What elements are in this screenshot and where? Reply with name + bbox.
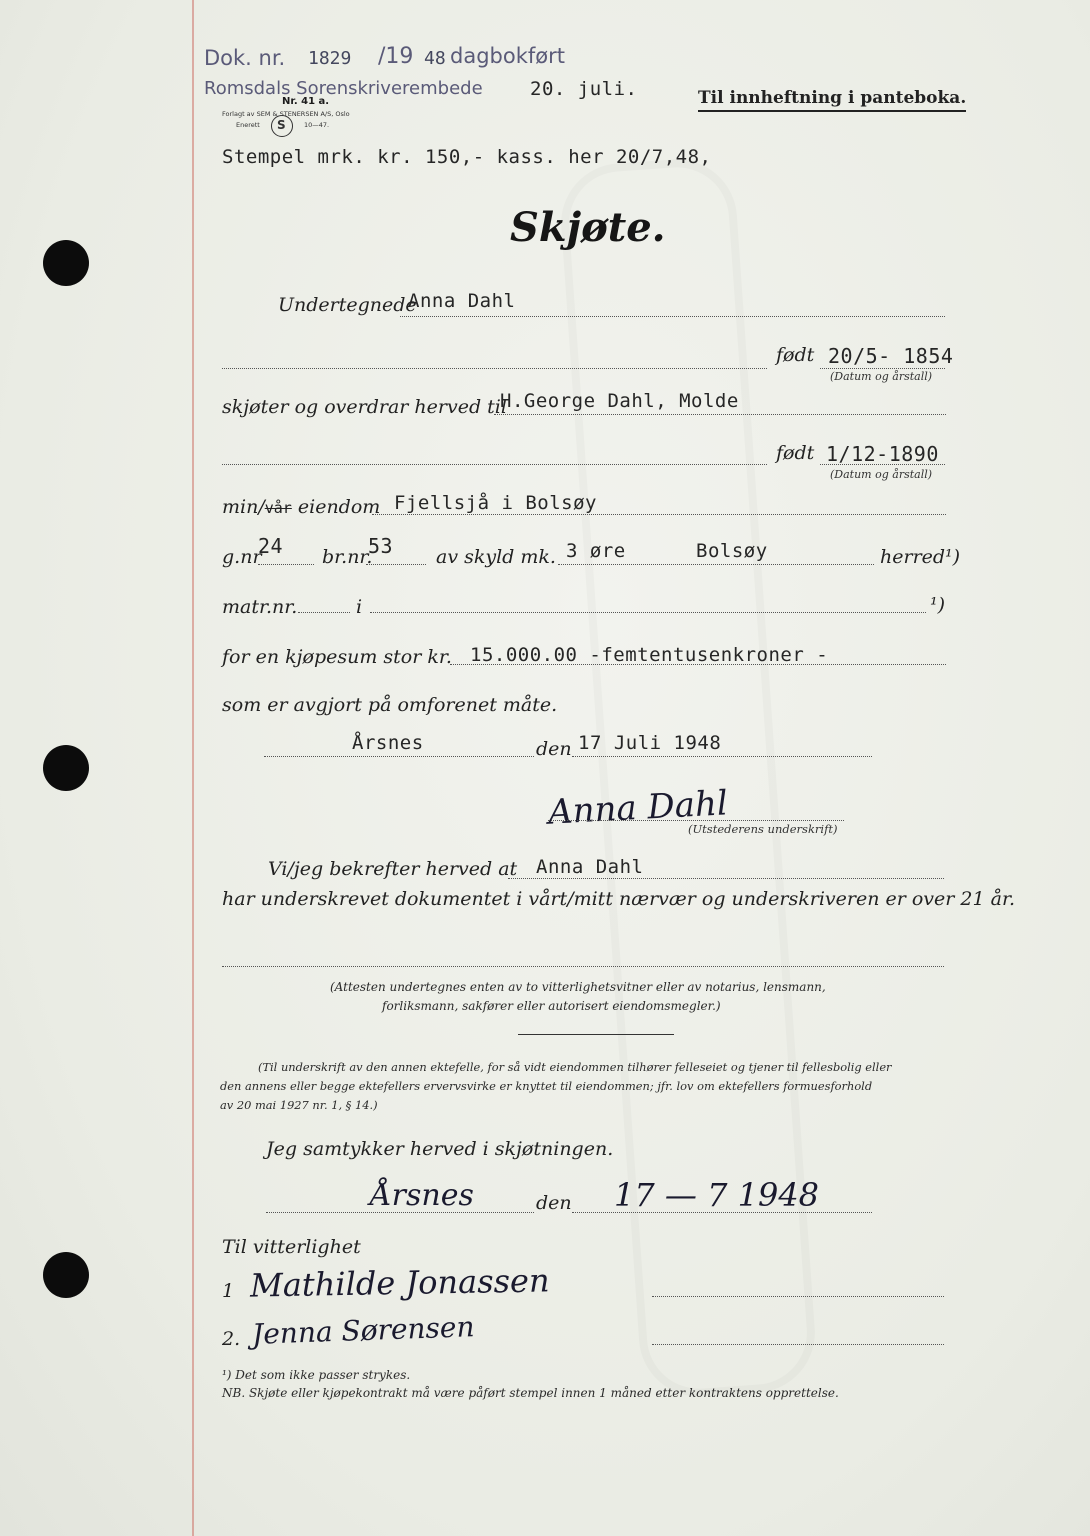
seller-born-caption: (Datum og årstall) [830, 370, 933, 383]
consent-place: Årsnes [370, 1178, 474, 1213]
eiendom-label [222, 496, 380, 518]
office-stamp: Romsdals Sorenskriverembede [204, 78, 483, 99]
witness-number-2: 2. [222, 1328, 241, 1350]
consent-text: Jeg samtykker herved i skjøtningen. [266, 1138, 614, 1160]
skjoter-label: skjøter og overdrar herved til [222, 396, 507, 418]
attest-signature-line [222, 966, 944, 967]
seller-born: 20/5- 1854 [828, 344, 954, 368]
sign-den-label: den [536, 738, 572, 760]
matr-line [298, 612, 350, 613]
margin-line [192, 0, 194, 1536]
spouse-note-line3: av 20 mai 1927 nr. 1, § 14.) [220, 1098, 378, 1112]
brnr-line [366, 564, 426, 565]
buyer-blank-line [222, 464, 767, 465]
gnr-label: g.nr [222, 546, 262, 568]
attest-note-2: forliksmann, sakfører eller autorisert eiendomsmegler.) [382, 999, 721, 1013]
publisher-logo-icon: S [271, 115, 293, 137]
til-panteboka: Til innheftning i panteboka. [698, 88, 966, 112]
consent-date: 17 — 7 1948 [614, 1176, 820, 1214]
witness1-line [652, 1296, 944, 1297]
witness2-line [652, 1344, 944, 1345]
buyer-name: H.George Dahl, Molde [500, 390, 739, 412]
witness1-signature: Mathilde Jonassen [249, 1261, 550, 1305]
undertegnede-line [400, 316, 945, 317]
sign-date: 17 Juli 1948 [578, 732, 722, 754]
publisher: Forlagt av SEM & STENERSEN A/S, Oslo [222, 110, 350, 118]
consent-date-line [572, 1212, 872, 1213]
buyer-fodt-label: født [776, 442, 815, 464]
year-suffix: 48 [424, 48, 446, 69]
attest-note: (Attesten undertegnes enten av to vitterlighetsvitner eller av notarius, lensmann, [330, 980, 826, 994]
seller-blank-line [222, 368, 767, 369]
witness2-signature: Jenna Sørensen [251, 1310, 475, 1351]
buyer-born-caption: (Datum og årstall) [830, 468, 933, 481]
seller-fodt-label: født [776, 344, 815, 366]
matr-i-line [370, 612, 926, 613]
seller-signature-line [548, 820, 844, 821]
year-prefix: /19 [378, 44, 414, 69]
property-name: Fjellsjå i Bolsøy [394, 492, 597, 514]
edition: 10—47. [304, 121, 330, 129]
spouse-note-line1: (Til underskrift av den annen ektefelle, for så vidt eiendommen tilhører felleseiet og tjener til fellesbolig eller [258, 1060, 892, 1074]
attest-text: har underskrevet dokumentet i vårt/mitt nærvær og underskriveren er over 21 år. [222, 888, 1015, 910]
spouse-note-line2: den annens eller begge ektefellers ervervsvirke er knyttet til eiendommen; jfr. lov om ektefellers formuesforhold [220, 1079, 873, 1093]
consent-den-label: den [536, 1192, 572, 1214]
matr-i: i [356, 596, 363, 618]
doc-number: 1829 [308, 48, 352, 69]
kjopesum-label: for en kjøpesum stor kr. [222, 646, 452, 668]
skyld-line [558, 564, 874, 565]
gnr-value: 24 [258, 534, 284, 558]
kjopesum-value: 15.000.00 -femtentusenkroner - [470, 644, 829, 666]
matr-label: matr.nr. [222, 596, 298, 618]
footnote-1: ¹) Det som ikke passer strykes. [222, 1368, 411, 1382]
enerett-label: Enerett [236, 121, 260, 129]
seller-signature-caption: (Utstederens underskrift) [688, 822, 838, 836]
herred-label: herred¹) [880, 546, 961, 568]
til-vitterlighet: Til vitterlighet [222, 1236, 361, 1258]
eiendom-label-word: eiendom [297, 496, 381, 518]
sign-date-line [572, 756, 872, 757]
buyer-line [494, 414, 946, 415]
eiendom-label-min: min/ [222, 496, 265, 518]
sign-place: Årsnes [352, 732, 424, 754]
matr-note: ¹) [930, 594, 946, 616]
brnr-value: 53 [368, 534, 394, 558]
seller-signature: Anna Dahl [547, 783, 729, 833]
attest-line [508, 878, 944, 879]
herred-value: Bolsøy [696, 540, 768, 562]
undertegnede-label: Undertegnede [278, 294, 417, 316]
gnr-line [258, 564, 314, 565]
stempel-line: Stempel mrk. kr. 150,- kass. her 20/7,48, [222, 146, 712, 168]
binder-hole-top [43, 240, 89, 286]
place-line [264, 756, 534, 757]
stamp-dok-label: Dok. nr. [204, 46, 286, 70]
witness-number-1: 1 [222, 1280, 235, 1302]
seller-born-line [820, 368, 945, 369]
consent-place-line [266, 1212, 534, 1213]
skyld-label: av skyld mk. [436, 546, 556, 568]
brnr-label: br.nr. [322, 546, 373, 568]
form-number: Nr. 41 a. [282, 96, 330, 107]
footnote-2: NB. Skjøte eller kjøpekontrakt må være påført stempel innen 1 måned etter kontraktens opprettelse. [222, 1386, 839, 1400]
dagbokfort-label: dagbokført [450, 44, 565, 68]
stamp-date: 20. juli. [530, 78, 638, 100]
seller-name: Anna Dahl [408, 290, 516, 312]
attest-name: Anna Dahl [536, 856, 644, 878]
buyer-born: 1/12-1890 [826, 442, 939, 466]
document-title: Skjøte. [510, 204, 666, 251]
binder-hole-middle [43, 745, 89, 791]
skyld-value: 3 øre [566, 540, 626, 562]
eiendom-label-struck: vår [264, 499, 292, 517]
eiendom-line [372, 514, 946, 515]
avgjort-text: som er avgjort på omforenet måte. [222, 694, 558, 716]
binder-hole-bottom [43, 1252, 89, 1298]
attest-label: Vi/jeg bekrefter herved at [268, 858, 518, 880]
attest-divider [518, 1034, 674, 1035]
